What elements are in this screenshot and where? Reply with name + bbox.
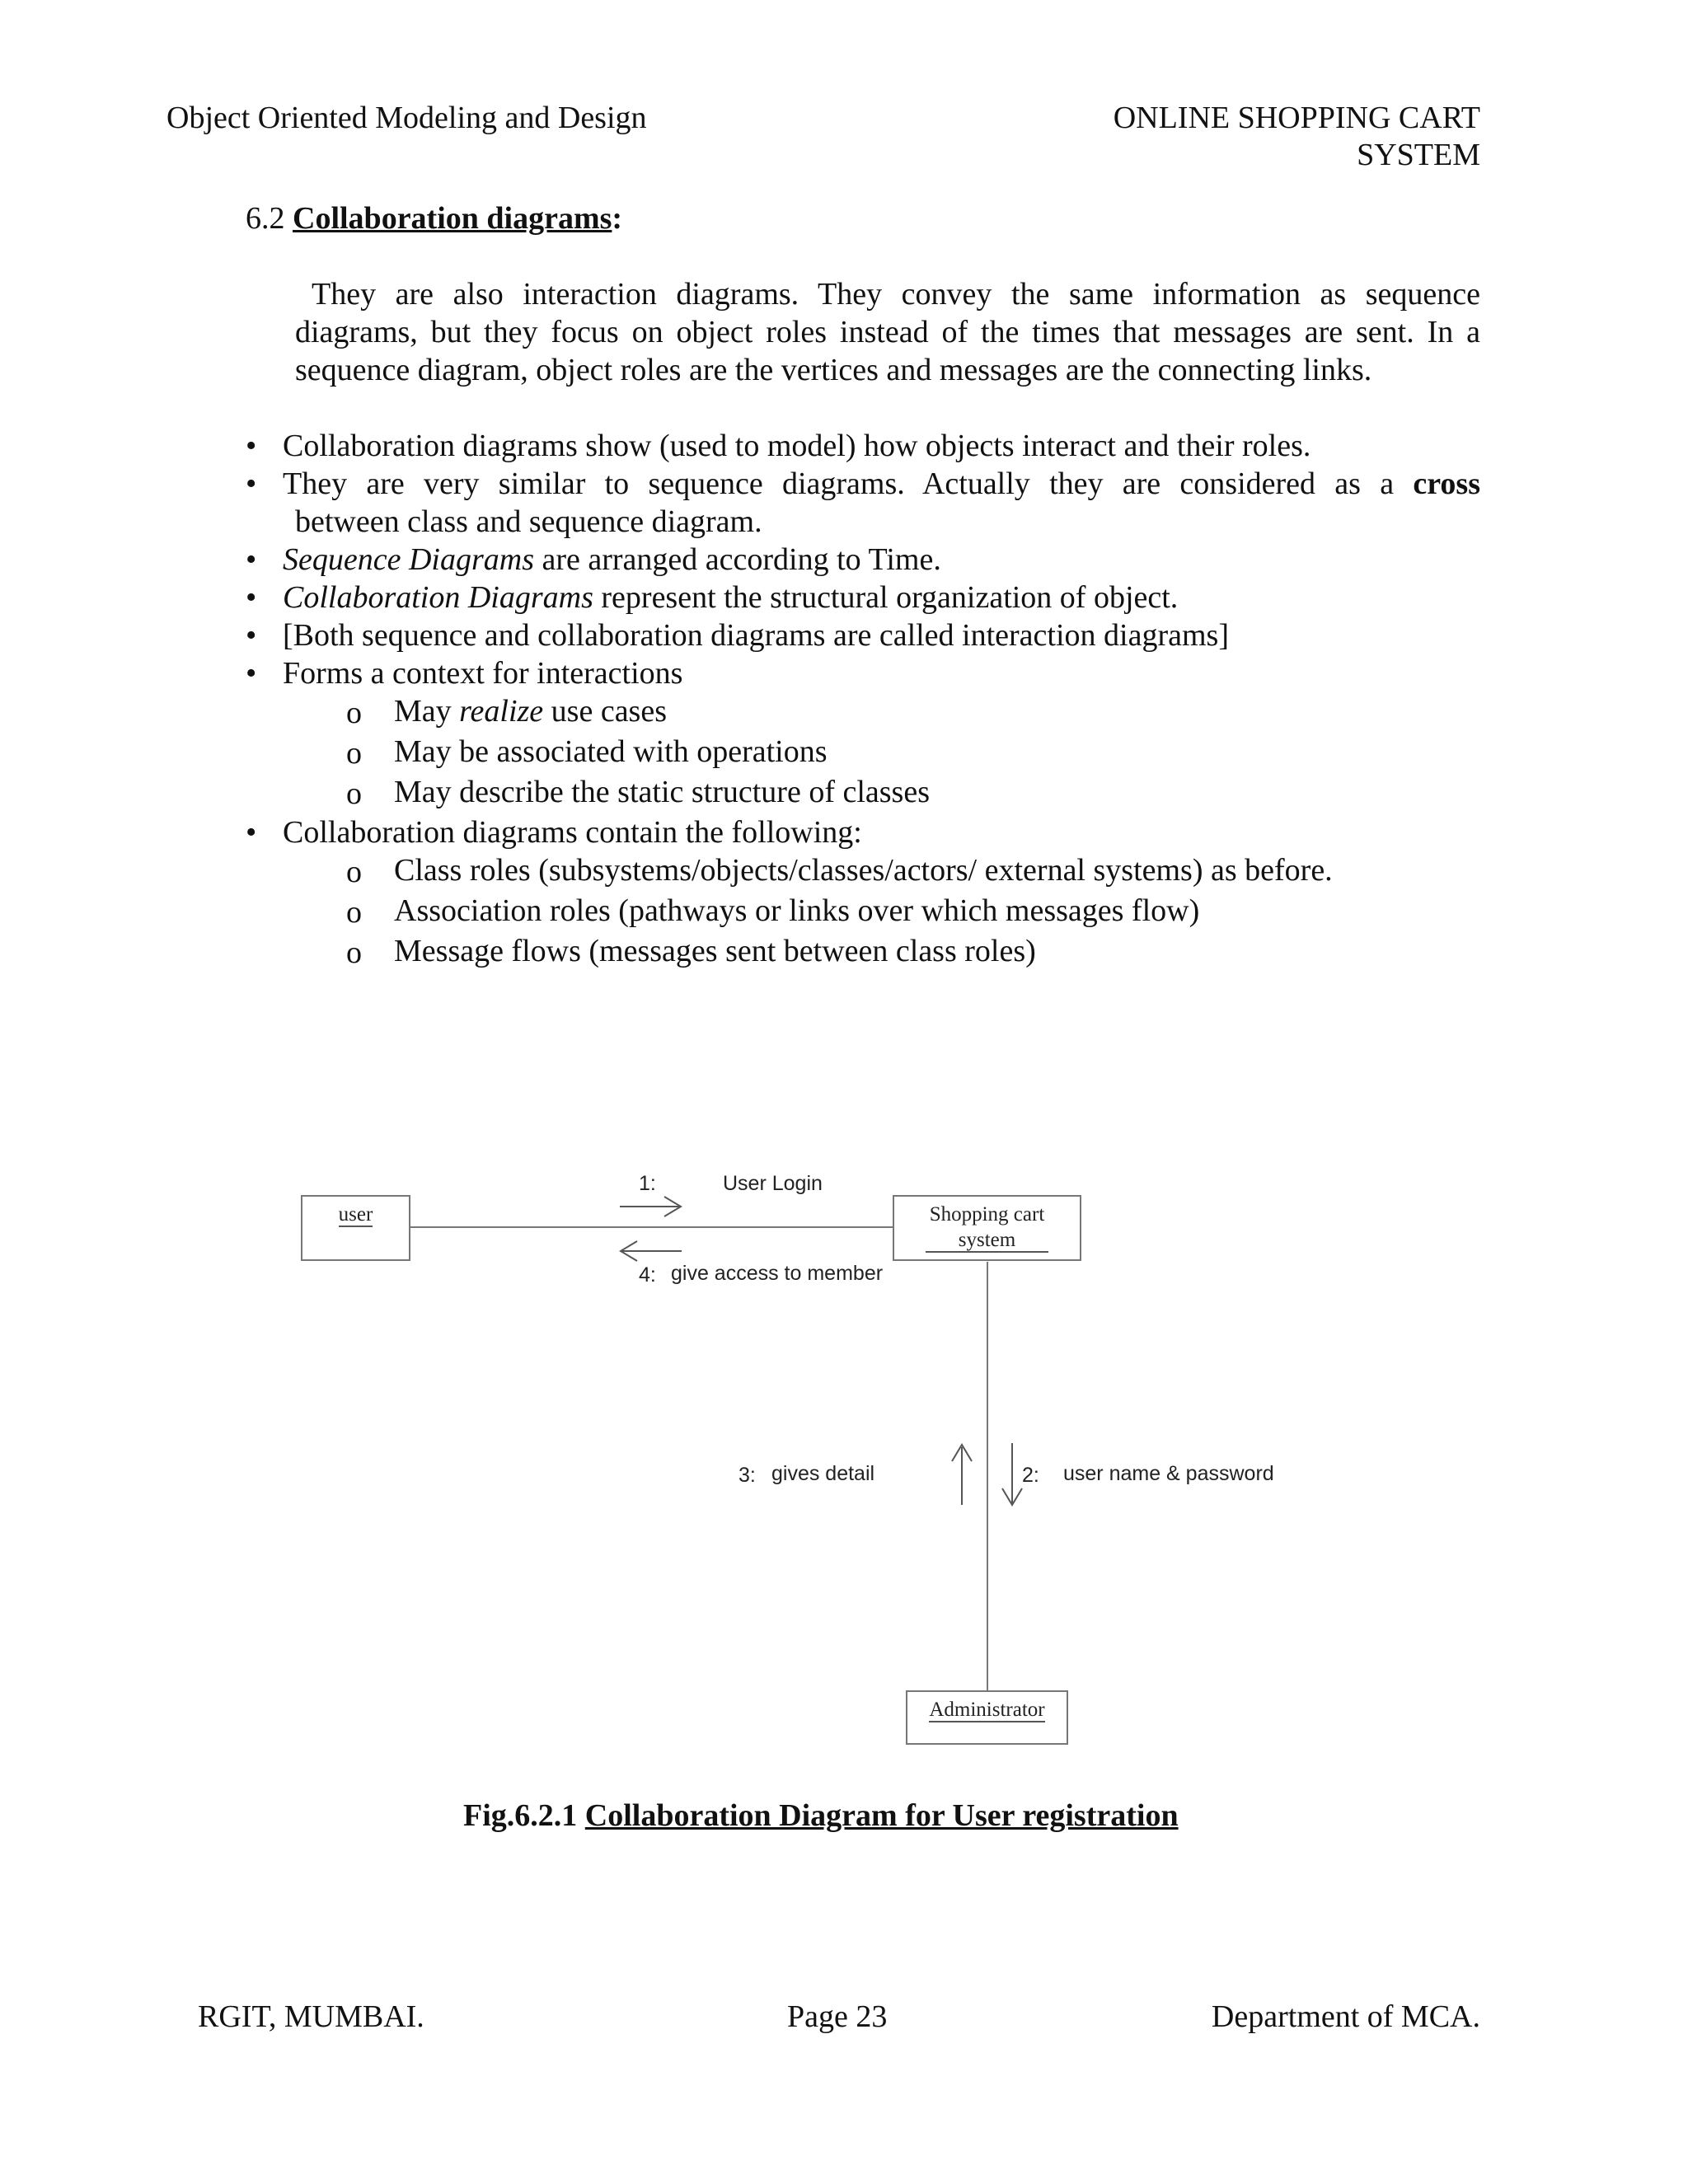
sub1-pre: May [394,694,452,729]
header-right-line2: SYSTEM [1357,138,1480,172]
message-1-number: 1: [639,1172,656,1195]
bullet-marker: • [246,466,257,501]
bullet-4-text: represent the structural organization of object. [601,580,1179,615]
bullet-2-bold: cross [1413,466,1481,501]
bullet-marker: • [246,580,257,615]
footer-left: RGIT, MUMBAI. [198,1999,424,2034]
message-1-arrow [620,1197,681,1216]
bullet-4 [283,579,1178,616]
bullet-marker: • [246,542,257,577]
bullet-marker: • [246,656,257,691]
bullet-6-sub-1 [394,692,667,730]
bullet-marker: • [246,815,257,850]
object-cart-label-line1: Shopping cart [929,1203,1045,1226]
intro-line-2: diagrams, but they focus on object roles instead of the times that messages are sent. In a [295,315,1480,349]
header-right-line1: ONLINE SHOPPING CART [1113,101,1480,135]
object-user-label: user [338,1203,373,1226]
section-heading [246,199,622,237]
bullet-2-line2: between class and sequence diagram. [295,504,762,539]
bullet-1: Collaboration diagrams show (used to model) how objects interact and their roles. [283,429,1311,463]
object-user [301,1195,410,1261]
bullet-6: Forms a context for interactions [283,656,683,691]
object-shopping-cart-system [893,1195,1081,1261]
sub-bullet-marker: o [346,935,362,970]
bullet-3-italic: Sequence Diagrams [283,542,534,577]
figure-caption [463,1797,1179,1835]
bullet-7-sub-3: Message flows (messages sent between class roles) [394,934,1036,968]
bullet-marker: • [246,618,257,653]
bullet-2-text: They are very similar to sequence diagrams. Actually they are considered as a [283,466,1395,501]
object-admin-label: Administrator [929,1699,1045,1721]
bullet-7-sub-2: Association roles (pathways or links over which messages flow) [394,893,1200,928]
message-1-label: User Login [723,1172,823,1195]
intro-line-1: They are also interaction diagrams. They convey the same information as sequence [312,277,1480,312]
bullet-6-sub-2: May be associated with operations [394,734,828,769]
object-cart-label-line2: system [926,1229,1048,1253]
bullet-7: Collaboration diagrams contain the following: [283,815,862,850]
bullet-3 [283,541,941,579]
bullet-2-line1 [283,465,1480,503]
message-3-arrow [952,1445,972,1505]
sub-bullet-marker: o [346,855,362,889]
section-title: Collaboration diagrams [293,201,612,236]
bullet-6-sub-3: May describe the static structure of classes [394,775,930,809]
sub1-post: use cases [551,694,668,729]
caption-title: Collaboration Diagram for User registration [584,1798,1179,1833]
header-left: Object Oriented Modeling and Design [166,101,647,135]
section-colon: : [612,201,623,236]
sub-bullet-marker: o [346,776,362,811]
sub-bullet-marker: o [346,696,362,730]
sub-bullet-marker: o [346,736,362,771]
sub1-italic: realize [459,694,544,729]
message-4-label: give access to member [671,1262,884,1285]
message-3-number: 3: [738,1464,756,1487]
caption-prefix: Fig.6.2.1 [463,1798,578,1833]
object-administrator [906,1690,1068,1745]
footer-right: Department of MCA. [1211,1999,1480,2034]
message-3-label: gives detail [771,1462,875,1485]
bullet-7-sub-1: Class roles (subsystems/objects/classes/actors/ external systems) as before. [394,853,1333,888]
bullet-3-text: are arranged according to Time. [542,542,941,577]
bullet-5: [Both sequence and collaboration diagrams are called interaction diagrams] [283,618,1229,653]
message-4-arrow [621,1241,682,1261]
message-2-label: user name & password [1063,1462,1274,1485]
bullet-marker: • [246,429,257,463]
sub-bullet-marker: o [346,895,362,930]
message-2-arrow [1002,1443,1022,1505]
footer-page-number: Page 23 [787,1999,888,2034]
section-number: 6.2 [246,201,285,236]
intro-line-3: sequence diagram, object roles are the vertices and messages are the connecting links. [295,353,1372,387]
message-4-number: 4: [639,1263,656,1286]
message-2-number: 2: [1022,1464,1039,1487]
bullet-4-italic: Collaboration Diagrams [283,580,593,615]
